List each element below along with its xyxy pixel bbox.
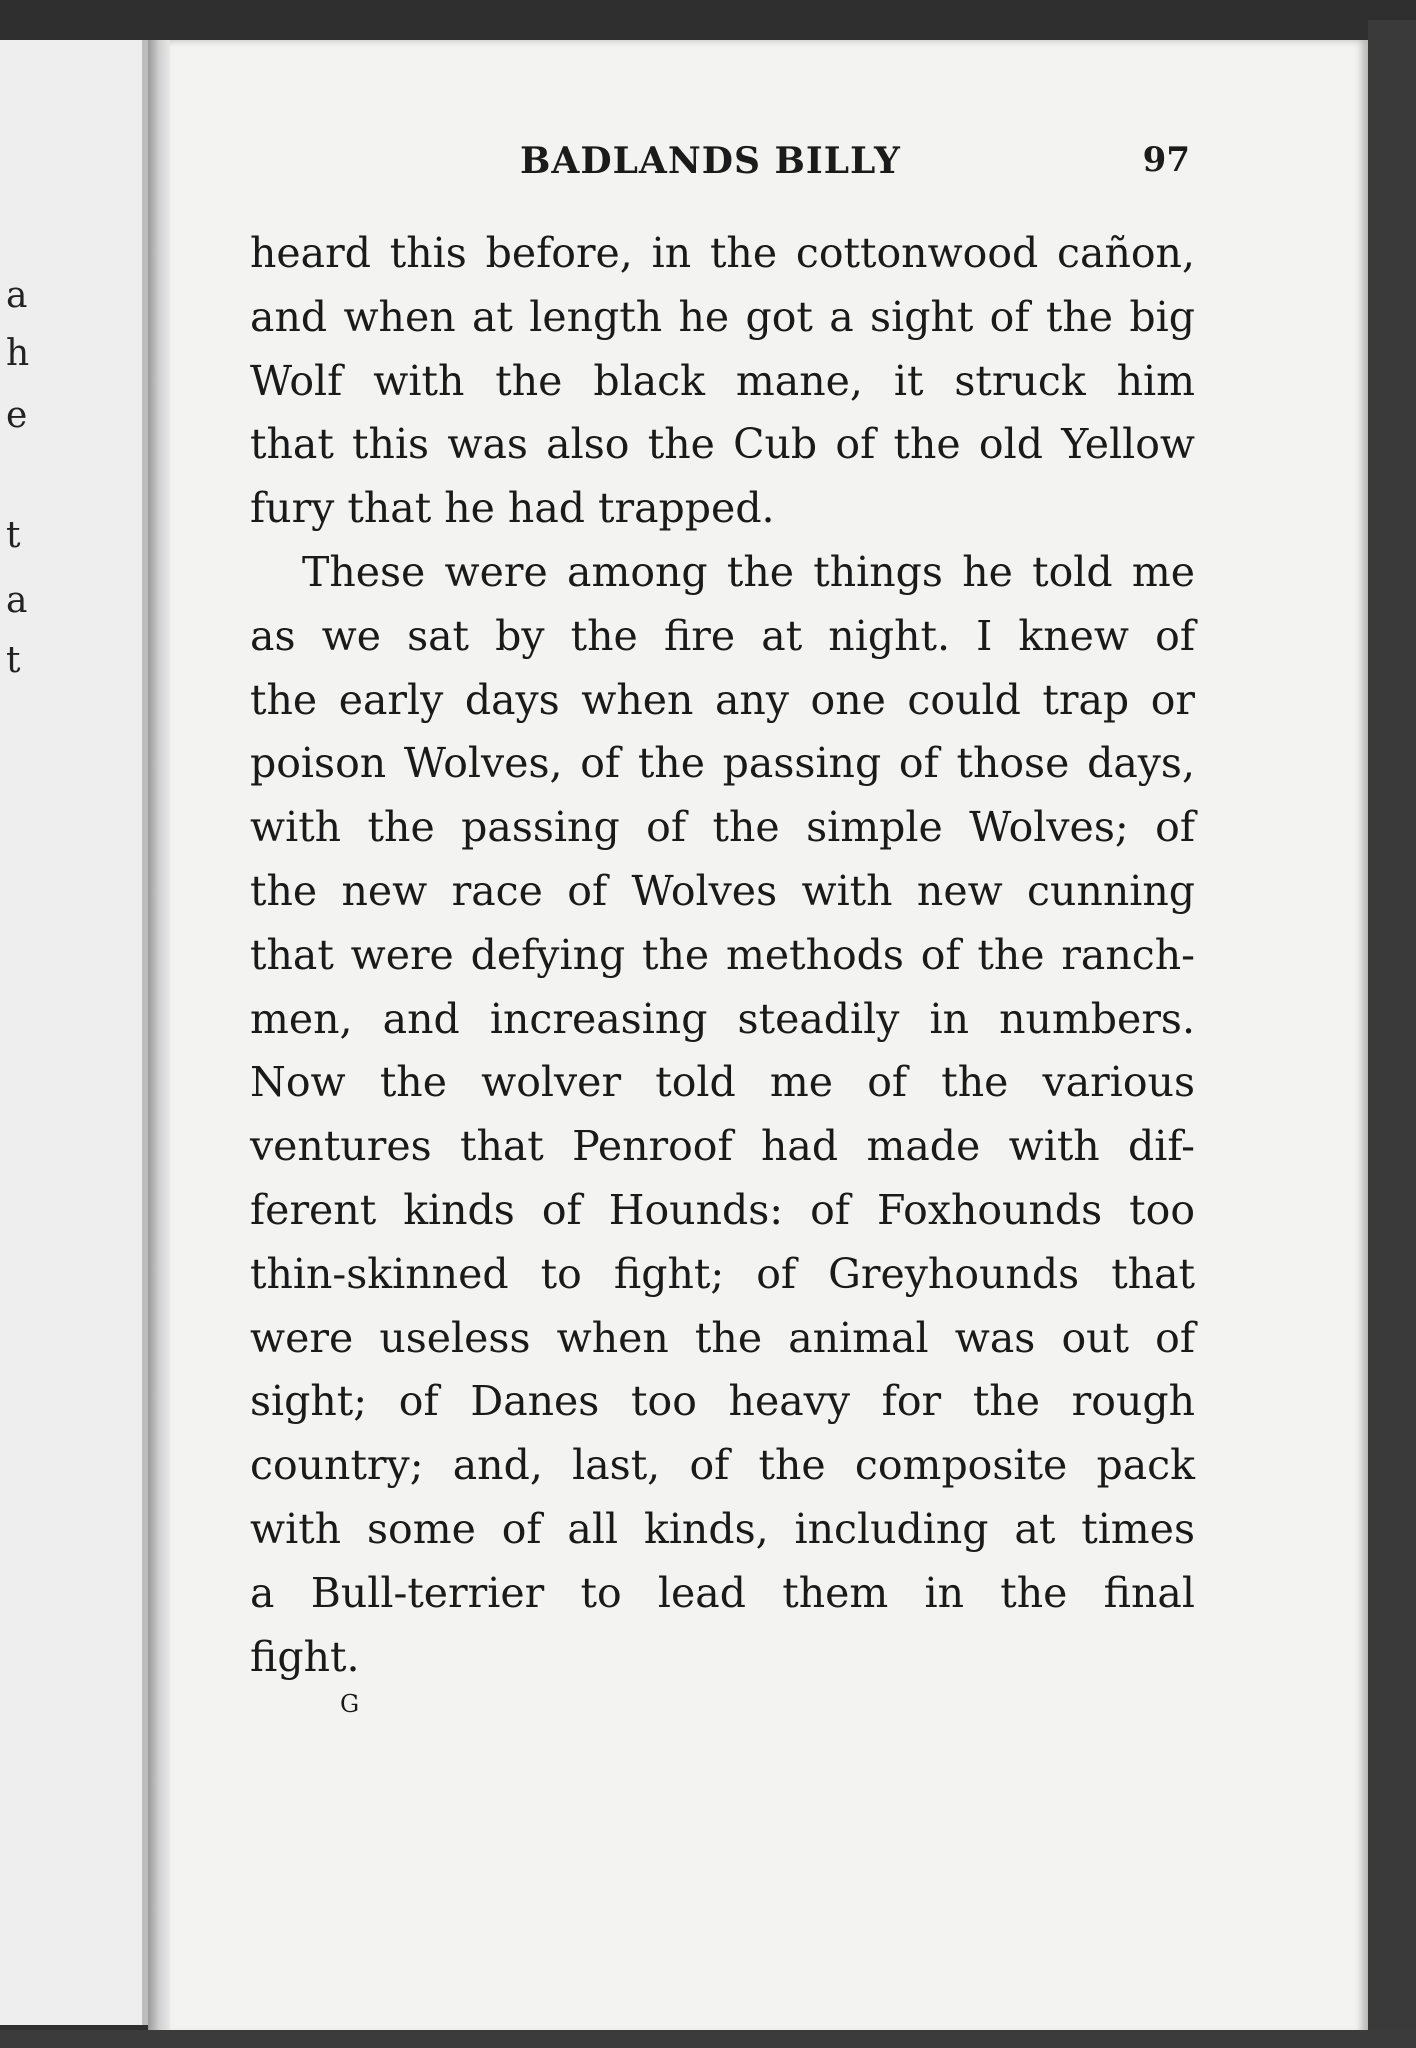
text-line: thin-skinned to fight; of Greyhounds that bbox=[250, 1249, 1195, 1298]
text-line: were useless when the animal was out of bbox=[250, 1313, 1195, 1362]
book-gutter bbox=[148, 40, 170, 2030]
left-fragment: h bbox=[6, 333, 30, 374]
page-number: 97 bbox=[1142, 140, 1190, 180]
text-line: that were defying the methods of the ranch- bbox=[250, 930, 1195, 979]
page-header bbox=[250, 140, 1190, 200]
left-fragment: a bbox=[6, 580, 28, 621]
text-line: fight. bbox=[250, 1632, 360, 1681]
left-fragment: a bbox=[6, 275, 28, 316]
left-fragment: e bbox=[6, 395, 28, 436]
text-line: ferent kinds of Hounds: of Foxhounds too bbox=[250, 1185, 1195, 1234]
book-bottom-edge bbox=[0, 2030, 1416, 2048]
running-title: BADLANDS BILLY bbox=[520, 140, 901, 182]
text-line: with some of all kinds, including at times bbox=[250, 1504, 1195, 1553]
left-page bbox=[0, 40, 148, 2025]
signature-mark: G bbox=[340, 1690, 360, 1718]
text-line: heard this before, in the cottonwood cañon, bbox=[250, 229, 1195, 277]
text-line: and when at length he got a sight of the big bbox=[250, 292, 1195, 341]
text-line: a Bull-terrier to lead them in the final bbox=[250, 1568, 1195, 1617]
text-line: poison Wolves, of the passing of those days, bbox=[250, 739, 1195, 788]
left-fragment: t bbox=[6, 640, 21, 681]
text-line: Wolf with the black mane, it struck him bbox=[250, 356, 1195, 405]
text-line: that this was also the Cub of the old Yellow bbox=[250, 420, 1195, 469]
text-line: fury that he had trapped. bbox=[250, 484, 775, 533]
text-line: These were among the things he told me bbox=[302, 547, 1195, 596]
text-line: the new race of Wolves with new cunning bbox=[250, 866, 1195, 915]
text-line: country; and, last, of the composite pack bbox=[250, 1441, 1195, 1490]
text-line: as we sat by the fire at night. I knew of bbox=[250, 611, 1195, 660]
text-line: sight; of Danes too heavy for the rough bbox=[250, 1377, 1195, 1426]
text-line: ventures that Penroof had made with dif- bbox=[250, 1122, 1195, 1171]
book-cover-edge bbox=[1368, 20, 1416, 2048]
left-fragment: t bbox=[6, 515, 21, 556]
text-line: men, and increasing steadily in numbers. bbox=[250, 994, 1195, 1043]
body-text bbox=[250, 222, 1195, 1689]
text-line: Now the wolver told me of the various bbox=[250, 1058, 1195, 1107]
text-line: with the passing of the simple Wolves; of bbox=[250, 803, 1195, 852]
text-line: the early days when any one could trap or bbox=[250, 675, 1195, 724]
